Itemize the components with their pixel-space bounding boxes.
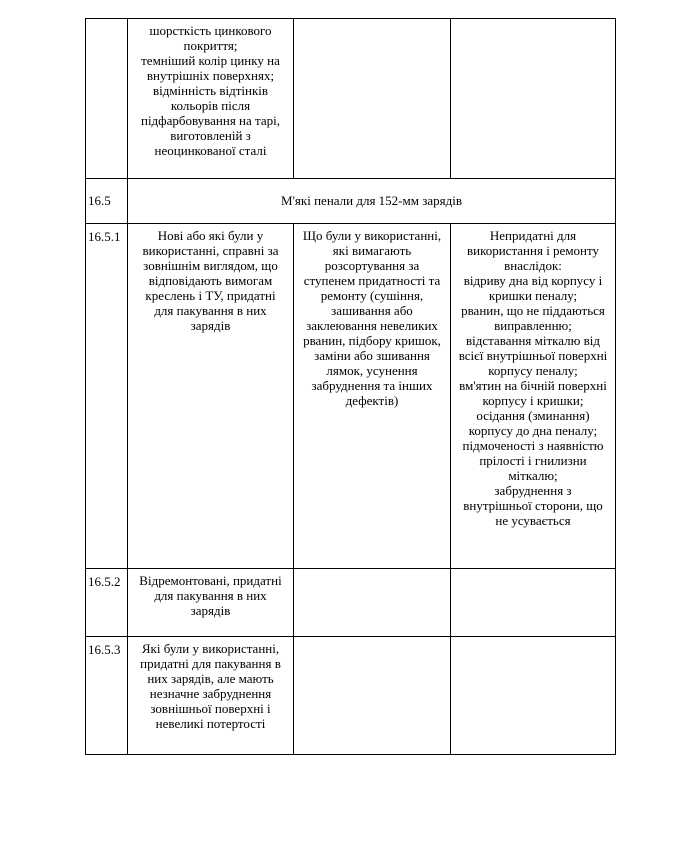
text-line: шорсткість цинкового <box>149 23 272 38</box>
text-line: забруднення з <box>494 483 572 498</box>
text-line: внутрішніх поверхнях; <box>146 68 275 83</box>
text-line: підмоченості з наявністю <box>462 438 604 453</box>
text-line: рванин, що не піддаються <box>461 303 605 318</box>
text-line: зашивання або <box>331 303 413 318</box>
text-line: Нові або які були у <box>157 228 264 243</box>
text-line: темніший колір цинку на <box>141 53 280 68</box>
text-line: незначне забруднення <box>149 686 272 701</box>
text-line: використання і ремонту <box>466 243 600 258</box>
text-line: рванин, підбору кришок, <box>303 333 441 348</box>
text-line: не усувається <box>495 513 571 528</box>
cell-condition-2 <box>294 224 451 569</box>
text-line: ремонту (сушіння, <box>320 288 424 303</box>
cell-condition-3 <box>451 224 616 569</box>
text-line: відмінність відтінків <box>152 83 269 98</box>
text-line: лямок, усунення <box>326 363 418 378</box>
cell-number <box>86 19 128 179</box>
section-row <box>86 179 616 224</box>
text-line: Що були у використанні, <box>302 228 442 243</box>
text-line: Які були у використанні, <box>141 641 280 656</box>
section-title: М'які пенали для 152-мм зарядів <box>128 179 616 224</box>
text-line: розсортування за <box>324 258 420 273</box>
text-line: підфарбовування на тарі, <box>140 113 280 128</box>
text-line: відставання міткалю від <box>466 333 600 348</box>
row-number: 16.5.3 <box>86 637 128 755</box>
text-line: Непридатні для <box>489 228 577 243</box>
text-line: заміни або зшивання <box>314 348 430 363</box>
row-number: 16.5.2 <box>86 569 128 637</box>
text-line: кришки пеналу; <box>488 288 578 303</box>
text-line: прілості і гнилизни <box>479 453 587 468</box>
text-line: них зарядів, але мають <box>147 671 274 686</box>
text-line: невеликі потертості <box>155 716 266 731</box>
cell-condition-3 <box>451 637 616 755</box>
text-line: відриву дна від корпусу і <box>463 273 603 288</box>
text-line: корпусу до дна пеналу; <box>468 423 598 438</box>
text-line: зарядів <box>190 318 231 333</box>
text-line: зовнішнім виглядом, що <box>143 258 278 273</box>
table-row <box>86 19 616 179</box>
text-line: дефектів) <box>345 393 399 408</box>
table-row <box>86 637 616 755</box>
text-line: покриття; <box>183 38 238 53</box>
row-number: 16.5.1 <box>86 224 128 569</box>
text-line: неоцинкованої сталі <box>154 143 267 158</box>
cell-condition-1 <box>128 637 294 755</box>
text-line: внаслідок: <box>504 258 562 273</box>
text-line: корпусу і кришки; <box>482 393 584 408</box>
text-line: кольорів після <box>170 98 251 113</box>
table-row <box>86 569 616 637</box>
text-line: внутрішньої сторони, що <box>463 498 603 513</box>
text-line: придатні для пакування в <box>140 656 281 671</box>
text-line: ступенем придатності та <box>303 273 441 288</box>
text-line: заклеювання невеликих <box>306 318 438 333</box>
text-line: всієї внутрішньої поверхні <box>458 348 608 363</box>
text-line: відповідають вимогам <box>148 273 273 288</box>
text-line: для пакування в них <box>154 303 267 318</box>
text-line: осідання (зминання) <box>476 408 590 423</box>
cell-condition-1 <box>128 19 294 179</box>
text-line: креслень і ТУ, придатні <box>145 288 276 303</box>
text-line: для пакування в них <box>154 588 267 603</box>
cell-condition-2 <box>294 637 451 755</box>
cell-condition-3 <box>451 19 616 179</box>
text-line: виправленню; <box>494 318 572 333</box>
text-line: Відремонтовані, придатні <box>139 573 282 588</box>
section-number: 16.5 <box>86 179 128 224</box>
text-line: корпусу пеналу; <box>488 363 578 378</box>
cell-condition-1 <box>128 569 294 637</box>
cell-condition-1 <box>128 224 294 569</box>
text-line: які вимагають <box>332 243 412 258</box>
cell-condition-2 <box>294 19 451 179</box>
text-line: забруднення та інших <box>311 378 433 393</box>
text-line: зовнішньої поверхні і <box>150 701 271 716</box>
text-line: міткалю; <box>508 468 558 483</box>
cell-condition-3 <box>451 569 616 637</box>
text-line: виготовленій з <box>170 128 251 143</box>
text-line: вм'ятин на бічній поверхні <box>459 378 607 393</box>
table-row <box>86 224 616 569</box>
text-line: використанні, справні за <box>142 243 279 258</box>
text-line: зарядів <box>190 603 231 618</box>
condition-table <box>85 18 616 755</box>
cell-condition-2 <box>294 569 451 637</box>
